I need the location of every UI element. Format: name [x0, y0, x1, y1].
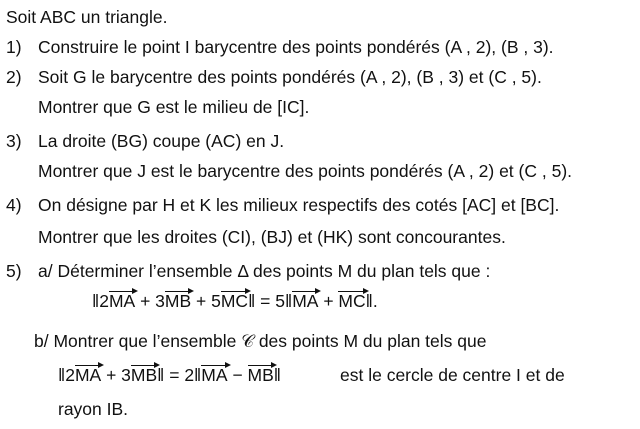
vector-ma-4: MA — [201, 365, 228, 385]
intro-line: Soit ABC un triangle. — [6, 7, 168, 27]
part-b-label: b/ — [34, 331, 49, 351]
item-4-line-1: On désigne par H et K les milieux respectifs des cotés [AC] et [BC]. — [38, 195, 560, 215]
vector-mb-2: MB — [130, 365, 158, 385]
item-2-number: 2) — [6, 67, 22, 87]
item-3-line-2: Montrer que J est le barycentre des points pondérés (A , 2) et (C , 5). — [38, 161, 573, 181]
part-b-line: b/ Montrer que l’ensemble 𝒞 des points M du plan tels que — [34, 331, 487, 351]
vector-ma-2: MA — [292, 291, 319, 311]
item-3-number: 3) — [6, 131, 22, 151]
item-5-number: 5) — [6, 261, 22, 281]
item-3-line-1: La droite (BG) coupe (AC) en J. — [38, 131, 285, 151]
vector-ma: MA — [108, 291, 136, 311]
item-4-number: 4) — [6, 195, 22, 215]
vector-mc: MC — [220, 291, 249, 311]
vector-mc-2: MC — [338, 291, 366, 311]
vector-ma-3: MA — [74, 365, 102, 385]
equation-2: ‖2MA + 3MB‖ = 2‖MA − MB‖ — [58, 365, 281, 385]
vector-mb-3: MB — [247, 365, 274, 385]
item-4-line-2: Montrer que les droites (CI), (BJ) et (HK) sont concourantes. — [38, 227, 506, 247]
item-1-number: 1) — [6, 37, 22, 57]
equation-1: ‖2MA + 3MB + 5MC‖ = 5‖MA + MC‖. — [92, 291, 378, 311]
final-line: rayon IB. — [58, 399, 129, 419]
item-1-line-1: Construire le point I barycentre des points pondérés (A , 2), (B , 3). — [38, 37, 554, 57]
item-5-line-1: a/ Déterminer l’ensemble Δ des points M du plan tels que : — [38, 261, 491, 281]
item-2-line-1: Soit G le barycentre des points pondérés (A , 2), (B , 3) et (C , 5). — [38, 67, 542, 87]
equation-2-tail: est le cercle de centre I et de — [340, 365, 565, 385]
item-2-line-2: Montrer que G est le milieu de [IC]. — [38, 97, 310, 117]
vector-mb: MB — [164, 291, 192, 311]
